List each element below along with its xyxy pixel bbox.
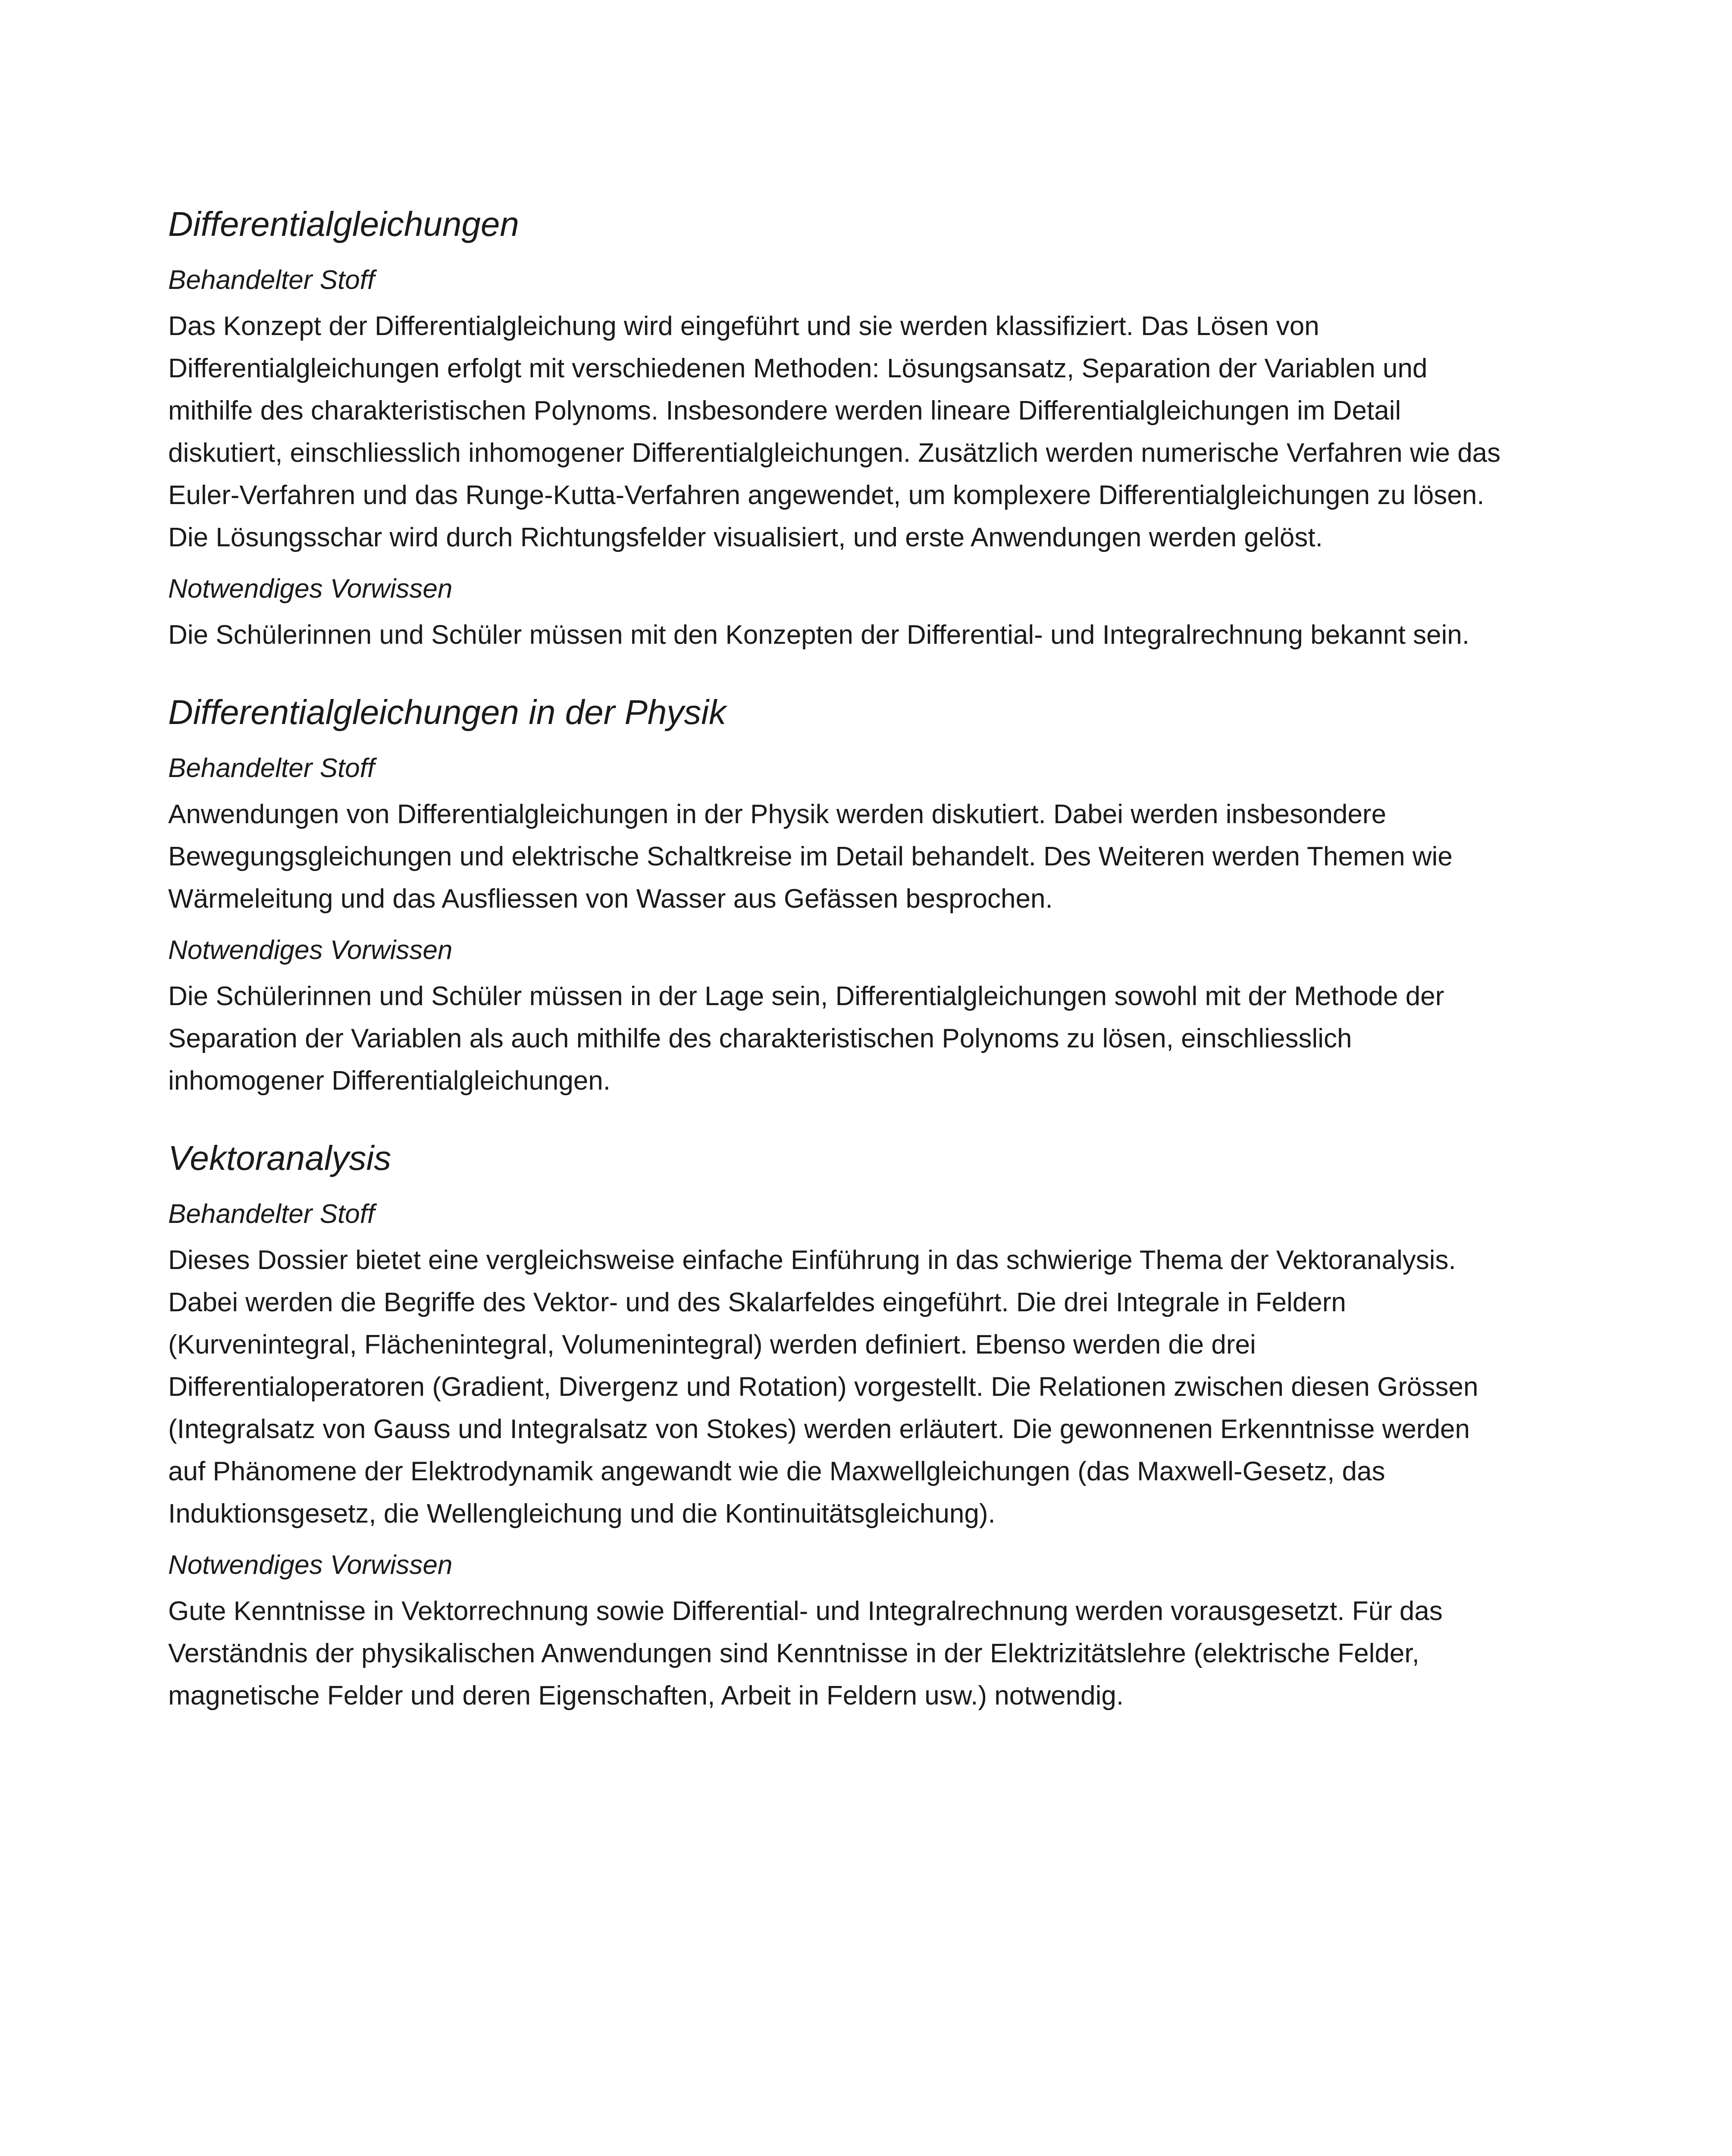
- behandelter-stoff-label: Behandelter Stoff: [168, 265, 375, 295]
- section-differentialgleichungen: [168, 203, 1509, 656]
- behandelter-stoff-text: Das Konzept der Differentialgleichung wird eingeführt und sie werden klassifiziert. Das Lösen von Differentialgleichungen erfolgt mit verschiedenen Methoden: Lösungsansatz, Separation der Variablen und mithilfe des charakteristischen Polynoms. Insbesondere werden lineare Differentialgleichungen im Detail diskutiert, einschliesslich inhomogener Differentialgleichungen. Zusätzlich werden numerische Verfahren wie das Euler-Verfahren und das Runge-Kutta-Verfahren angewendet, um komplexere Differentialgleichungen zu lösen. Die Lösungsschar wird durch Richtungsfelder visualisiert, und erste Anwendungen werden gelöst.: [168, 311, 1501, 552]
- vorwissen-label: Notwendiges Vorwissen: [168, 935, 453, 965]
- behandelter-stoff-label: Behandelter Stoff: [168, 1199, 375, 1229]
- vorwissen-text: Die Schülerinnen und Schüler müssen mit den Konzepten der Differential- und Integralrechnung bekannt sein.: [168, 620, 1470, 650]
- behandelter-stoff-text: Dieses Dossier bietet eine vergleichsweise einfache Einführung in das schwierige Thema der Vektoranalysis. Dabei werden die Begriffe des Vektor- und des Skalarfeldes eingeführt. Die drei Integrale in Feldern (Kurvenintegral, Flächenintegral, Volumenintegral) werden definiert. Ebenso werden die drei Differentialoperatoren (Gradient, Divergenz und Rotation) vorgestellt. Die Relationen zwischen diesen Grössen (Integralsatz von Gauss und Integralsatz von Stokes) werden erläutert. Die gewonnenen Erkenntnisse werden auf Phänomene der Elektrodynamik angewandt wie die Maxwellgleichungen (das Maxwell-Gesetz, das Induktionsgesetz, die Wellengleichung und die Kontinuitätsgleichung).: [168, 1245, 1478, 1529]
- behandelter-stoff-text: Anwendungen von Differentialgleichungen in der Physik werden diskutiert. Dabei werden insbesondere Bewegungsgleichungen und elektrische Schaltkreise im Detail behandelt. Des Weiteren werden Themen wie Wärmeleitung und das Ausfliessen von Wasser aus Gefässen besprochen.: [168, 799, 1453, 914]
- section-title: Differentialgleichungen in der Physik: [168, 693, 727, 731]
- vorwissen-label: Notwendiges Vorwissen: [168, 574, 453, 604]
- behandelter-stoff-label: Behandelter Stoff: [168, 753, 375, 783]
- vorwissen-text: Die Schülerinnen und Schüler müssen in der Lage sein, Differentialgleichungen sowohl mit der Methode der Separation der Variablen als auch mithilfe des charakteristischen Polynoms zu lösen, einschliesslich inhomogener Differentialgleichungen.: [168, 981, 1444, 1096]
- section-title: Differentialgleichungen: [168, 205, 519, 243]
- page-content: [168, 203, 1509, 1752]
- vorwissen-text: Gute Kenntnisse in Vektorrechnung sowie Differential- und Integralrechnung werden vorausgesetzt. Für das Verständnis der physikalischen Anwendungen sind Kenntnisse in der Elektrizitätslehre (elektrische Felder, magnetische Felder und deren Eigenschaften, Arbeit in Feldern usw.) notwendig.: [168, 1596, 1443, 1711]
- vorwissen-label: Notwendiges Vorwissen: [168, 1550, 453, 1580]
- section-vektoranalysis: [168, 1137, 1509, 1717]
- section-differentialgleichungen-physik: [168, 691, 1509, 1102]
- section-title: Vektoranalysis: [168, 1139, 392, 1177]
